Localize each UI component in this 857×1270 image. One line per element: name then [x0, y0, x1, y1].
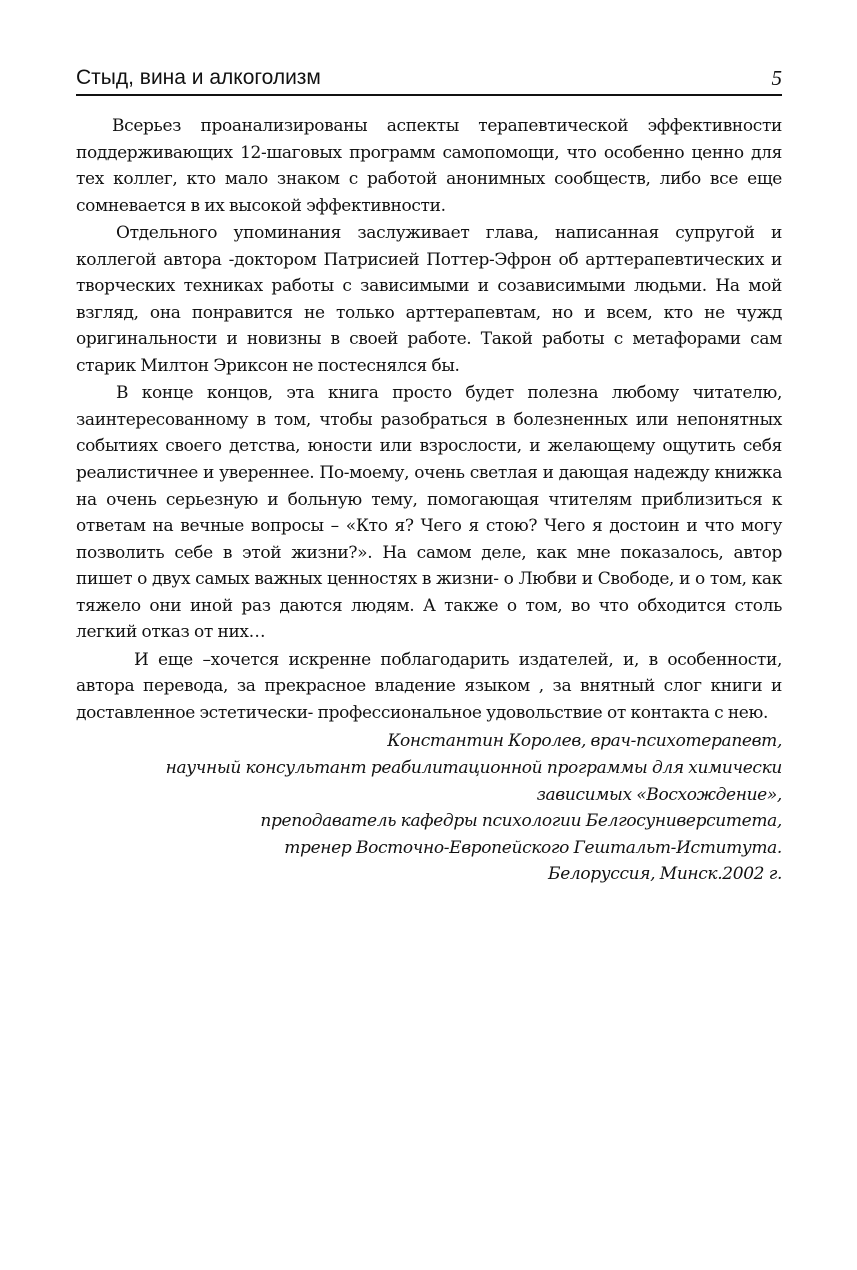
paragraph-2: Отдельного упоминания заслуживает глава, написанная супругой и коллегой автора -доктором Патрисией Поттер-Эфрон об арттерапевтических и творческих техниках работы с зависимыми и созависимыми людьми. На мой взгляд, она понравится не только арттерапевтам, но и всем, кто не чужд оригинальности и новизны в своей работе. Такой работы с метафорами сам старик Милтон Эриксон не постеснялся бы.	[76, 222, 782, 376]
signature-role-2: преподаватель кафедры психологии Белгосуниверситета,	[260, 811, 782, 832]
paragraph-1: Всерьез проанализированы аспекты терапевтической эффективности поддерживающих 12-шаговых программ самопомощи, что особенно ценно для тех коллег, кто мало знаком с работой анонимных сообществ, либо все еще сомневается в их высокой эффективности.	[76, 116, 782, 216]
signature-block	[76, 728, 782, 888]
page-number: 5	[771, 66, 782, 90]
running-header	[76, 64, 782, 96]
body-text	[76, 113, 782, 888]
paragraph-4: И еще –хочется искренне поблагодарить издателей, и, в особенности, автора перевода, за прекрасное владение языком , за внятный слог книги и доставленное эстетически- профессиональное удовольствие от контакта с нею.	[76, 649, 782, 723]
signature-role-1: научный консультант реабилитационной программы для химически	[165, 758, 782, 779]
signature-role-3: тренер Восточно-Европейского Гештальт-Иститута.	[284, 837, 782, 858]
signature-place-date: Белоруссия, Минск.2002 г.	[548, 864, 782, 885]
signature-role-1-cont: зависимых «Восхождение»,	[536, 784, 782, 805]
paragraph-3: В конце концов, эта книга просто будет полезна любому читателю, заинтересованному в том, чтобы разобраться в болезненных или непонятных событиях своего детства, юности или взрослости, и желающему ощутить себя реалистичнее и увереннее. По-моему, очень светлая и дающая надежду книжка на очень серьезную и больную тему, помогающая чтителям приблизиться к ответам на вечные вопросы – «Кто я? Чего я стою? Чего я достоин и что могу позволить себе в этой жизни?». На самом деле, как мне показалось, автор пишет о двух самых важных ценностях в жизни- о Любви и Свободе, и о том, как тяжело они иной раз даются людям. А также о том, во что обходится столь легкий отказ от них…	[76, 383, 782, 643]
header-title: Стыд, вина и алкоголизм	[76, 66, 321, 89]
signature-author: Константин Королев, врач-психотерапевт,	[387, 731, 782, 752]
